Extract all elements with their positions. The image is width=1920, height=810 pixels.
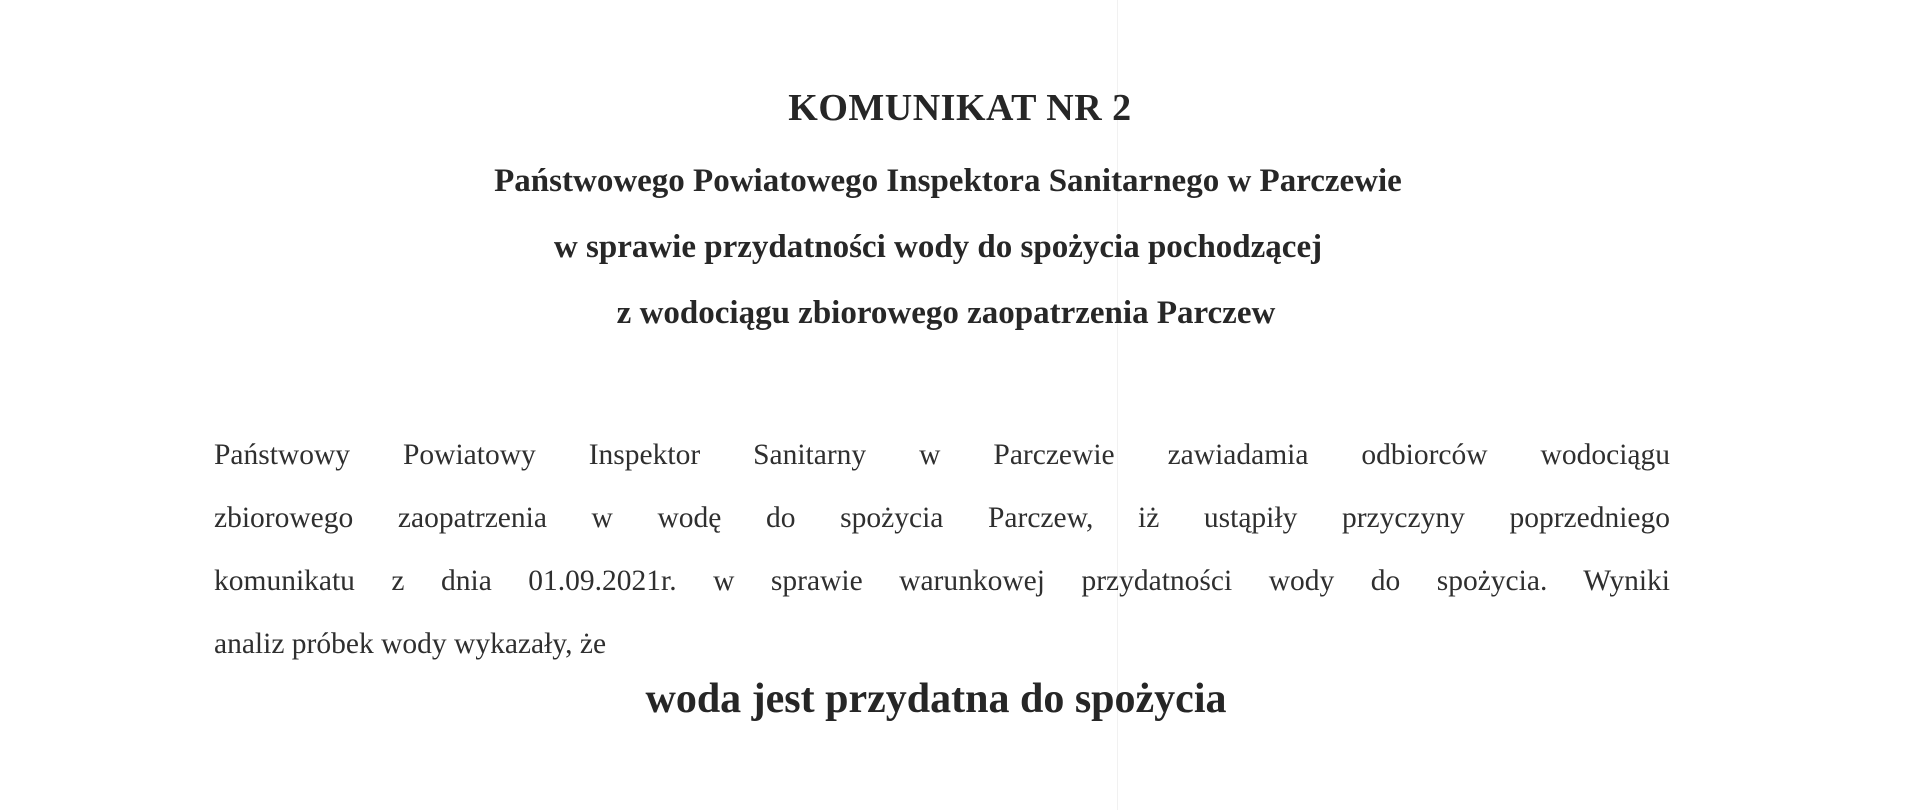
document-title: KOMUNIKAT NR 2	[788, 87, 1132, 129]
body-line-3: komunikatu z dnia 01.09.2021r. w sprawie warunkowej przydatności wody do spożycia. Wyniki	[214, 565, 1670, 597]
verdict-statement: woda jest przydatna do spożycia	[645, 676, 1227, 722]
announcement-body	[214, 424, 1670, 676]
body-line-1: Państwowy Powiatowy Inspektor Sanitarny w Parczewie zawiadamia odbiorców wodociągu	[214, 439, 1670, 471]
subtitle-line-3: z wodociągu zbiorowego zaopatrzenia Parczew	[616, 295, 1276, 331]
body-line-2: zbiorowego zaopatrzenia w wodę do spożycia Parczew, iż ustąpiły przyczyny poprzedniego	[214, 502, 1670, 534]
subtitle-line-2: w sprawie przydatności wody do spożycia pochodzącej	[553, 229, 1323, 265]
body-line-4: analiz próbek wody wykazały, że	[214, 628, 607, 660]
subtitle-line-1: Państwowego Powiatowego Inspektora Sanitarnego w Parczewie	[494, 163, 1402, 199]
